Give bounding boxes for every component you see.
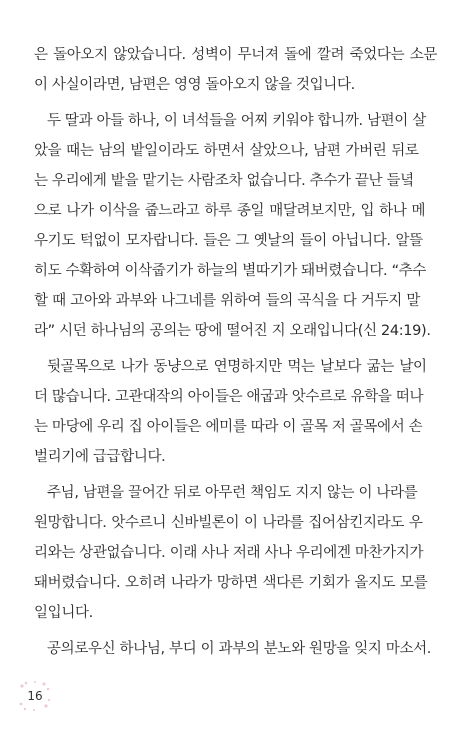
text-line: 돼버렸습니다. 오히려 나라가 망하면 색다른 기회가 올지도 모를	[34, 575, 428, 591]
text-line: 뒷골목으로 나가 동냥으로 연명하지만 먹는 날보다 굶는 날이	[47, 359, 427, 375]
text-line: 았을 때는 남의 밭일이라도 하면서 살았으나, 남편 가버린 뒤로	[34, 143, 419, 159]
text-line: 은 돌아오지 않았습니다. 성벽이 무너져 돌에 깔려 죽었다는 소문	[34, 47, 438, 63]
document-body	[34, 40, 436, 670]
text-line: 우기도 턱없이 모자랍니다. 들은 그 옛날의 들이 아닙니다. 알뜰	[34, 233, 423, 249]
text-line: 두 딸과 아들 하나, 이 녀석들을 어찌 키워야 합니까. 남편이 살	[47, 113, 426, 129]
text-line: 히도 수확하여 이삭줍기가 하늘의 별따기가 돼버렸습니다. “추수	[34, 263, 427, 279]
paragraph	[34, 634, 436, 664]
text-line: 라” 시던 하나님의 공의는 땅에 떨어진 지 오래입니다(신 24:19).	[34, 323, 431, 339]
paragraph	[34, 106, 436, 346]
text-line: 일입니다.	[34, 605, 93, 621]
text-line: 는 우리에게 밭을 맡기는 사람조차 없습니다. 추수가 끝난 들녘	[34, 173, 414, 189]
text-line: 이 사실이라면, 남편은 영영 돌아오지 않을 것입니다.	[34, 77, 355, 93]
text-line: 원망합니다. 앗수르니 신바빌론이 이 나라를 집어삼킨지라도 우	[34, 515, 423, 531]
text-line: 으로 나가 이삭을 줍느라고 하루 종일 매달려보지만, 입 하나 메	[34, 203, 426, 219]
text-line: 더 많습니다. 고관대작의 아이들은 애굽과 앗수르로 유학을 떠나	[34, 389, 424, 405]
paragraph	[34, 478, 436, 628]
page-number: 16	[27, 689, 43, 703]
text-line: 주님, 남편을 끌어간 뒤로 아무런 책임도 지지 않는 이 나라를	[47, 485, 418, 501]
paragraph	[34, 40, 436, 100]
text-line: 벌리기에 급급합니다.	[34, 449, 166, 465]
text-line: 할 때 고아와 과부와 나그네를 위하여 들의 곡식을 다 거두지 말	[34, 293, 421, 309]
text-line: 리와는 상관없습니다. 이래 사나 저래 사나 우리에겐 마찬가지가	[34, 545, 424, 561]
text-line: 공의로우신 하나님, 부디 이 과부의 분노와 원망을 잊지 마소서.	[47, 641, 432, 657]
text-line: 는 마당에 우리 집 아이들은 에미를 따라 이 골목 저 골목에서 손	[34, 419, 423, 435]
paragraph	[34, 352, 436, 472]
